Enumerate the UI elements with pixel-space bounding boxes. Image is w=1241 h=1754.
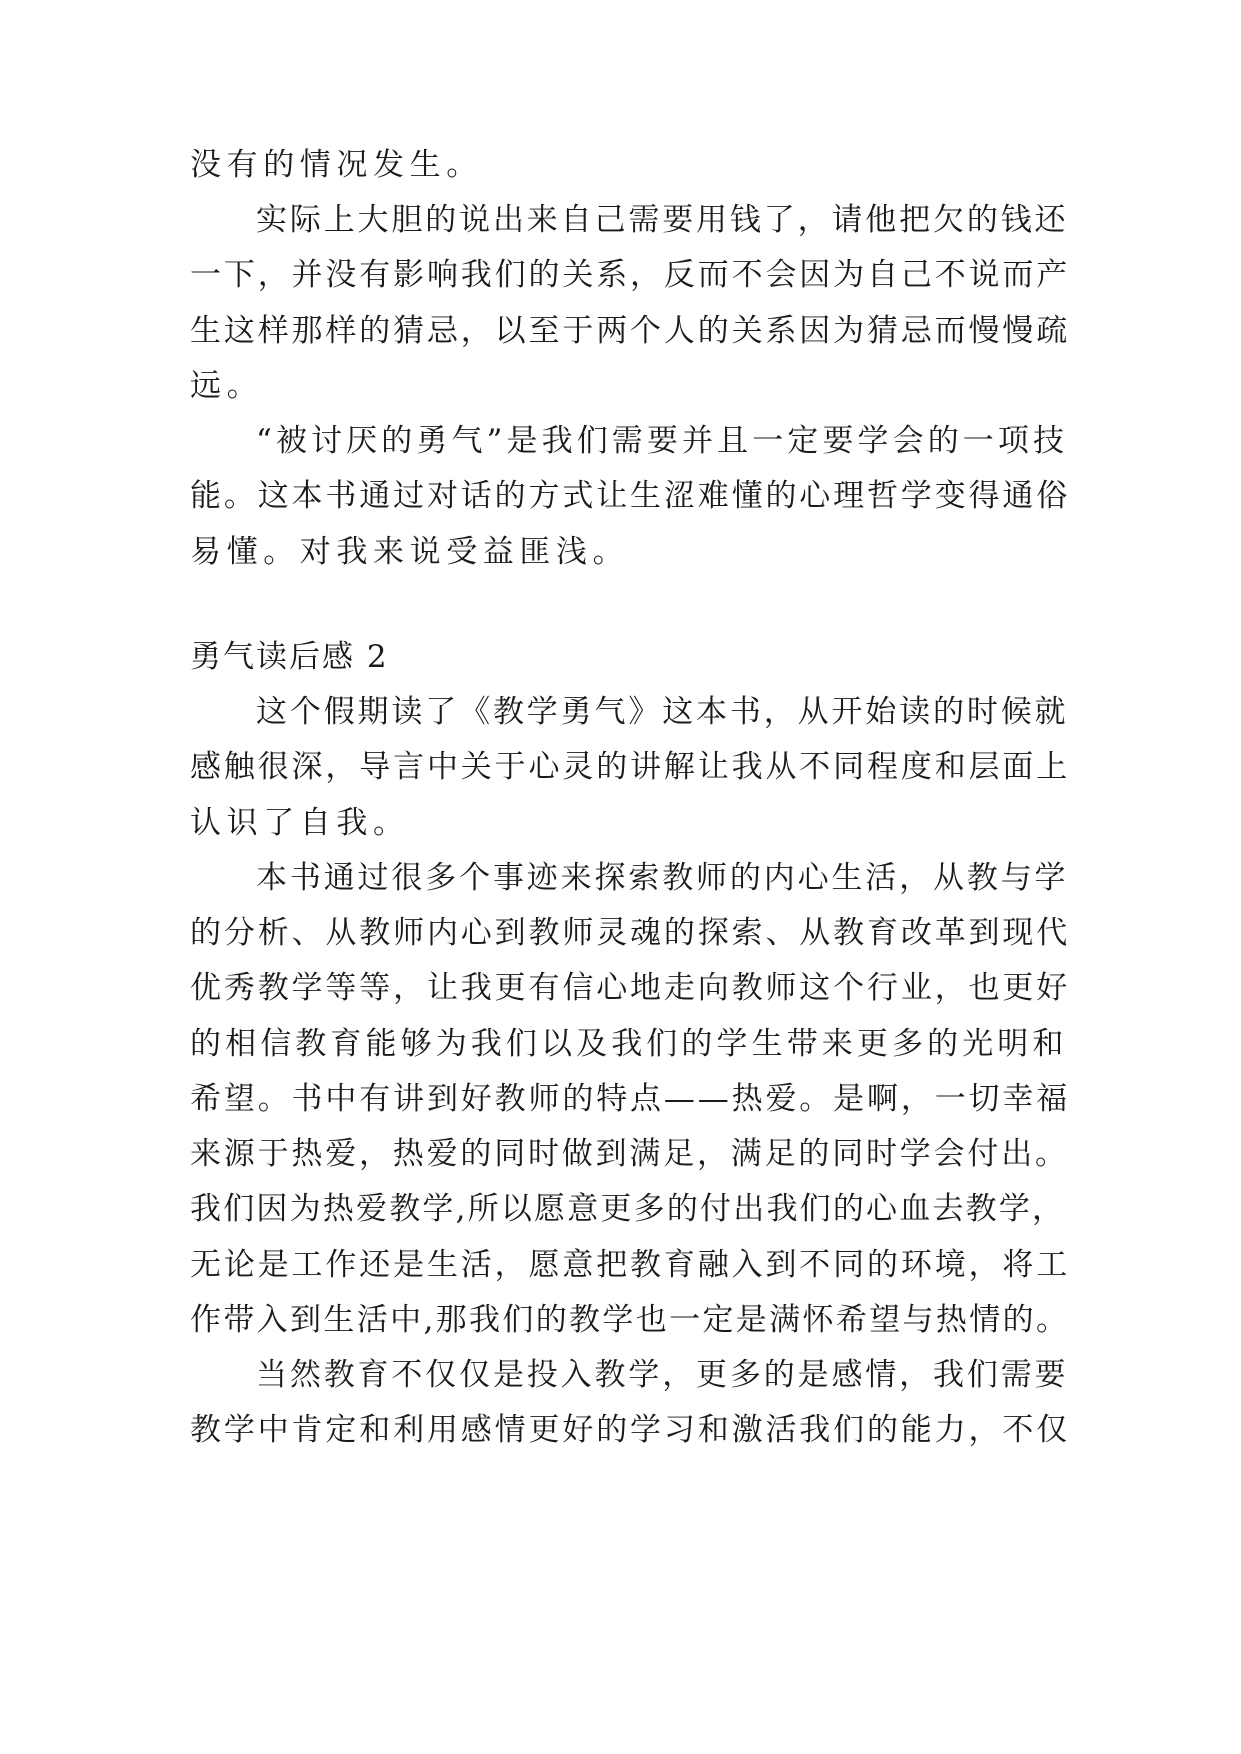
paragraph-line: 一下，并没有影响我们的关系，反而不会因为自己不说而产 [190, 257, 1071, 293]
paragraph-line: 实际上大胆的说出来自己需要用钱了，请他把欠的钱还 [256, 202, 1069, 238]
paragraph-line: 我们因为热爱教学,所以愿意更多的付出我们的心血去教学， [190, 1191, 1066, 1227]
paragraph-line: 的分析、从教师内心到教师灵魂的探索、从教育改革到现代 [190, 915, 1071, 951]
section-heading: 勇气读后感 2 [190, 639, 389, 675]
paragraph-line: 当然教育不仅仅是投入教学，更多的是感情，我们需要 [256, 1357, 1069, 1393]
paragraph-line: 作带入到生活中,那我们的教学也一定是满怀希望与热情的。 [190, 1302, 1070, 1338]
paragraph-line: 这个假期读了《教学勇气》这本书，从开始读的时候就 [256, 694, 1069, 730]
paragraph-line: 的相信教育能够为我们以及我们的学生带来更多的光明和 [190, 1026, 1068, 1062]
paragraph-line: 生这样那样的猜忌，以至于两个人的关系因为猜忌而慢慢疏 [190, 313, 1071, 349]
paragraph-line: “被讨厌的勇气”是我们需要并且一定要学会的一项技 [256, 423, 1069, 459]
paragraph-line: 易懂。对我来说受益匪浅。 [190, 534, 630, 570]
paragraph-line: 认识了自我。 [190, 805, 410, 841]
paragraph-line: 无论是工作还是生活，愿意把教育融入到不同的环境，将工 [190, 1247, 1071, 1283]
paragraph-line: 本书通过很多个事迹来探索教师的内心生活，从教与学 [256, 860, 1069, 896]
paragraph-line: 优秀教学等等，让我更有信心地走向教师这个行业，也更好 [190, 970, 1071, 1006]
paragraph-line: 能。这本书通过对话的方式让生涩难懂的心理哲学变得通俗 [190, 478, 1071, 514]
paragraph-line: 远。 [190, 368, 264, 404]
paragraph-line: 希望。书中有讲到好教师的特点——热爱。是啊，一切幸福 [190, 1081, 1071, 1117]
paragraph-line: 感触很深，导言中关于心灵的讲解让我从不同程度和层面上 [190, 749, 1071, 785]
paragraph-line: 来源于热爱，热爱的同时做到满足，满足的同时学会付出。 [190, 1136, 1069, 1172]
paragraph-line: 没有的情况发生。 [190, 147, 483, 183]
paragraph-line: 教学中肯定和利用感情更好的学习和激活我们的能力，不仅 [190, 1412, 1071, 1448]
